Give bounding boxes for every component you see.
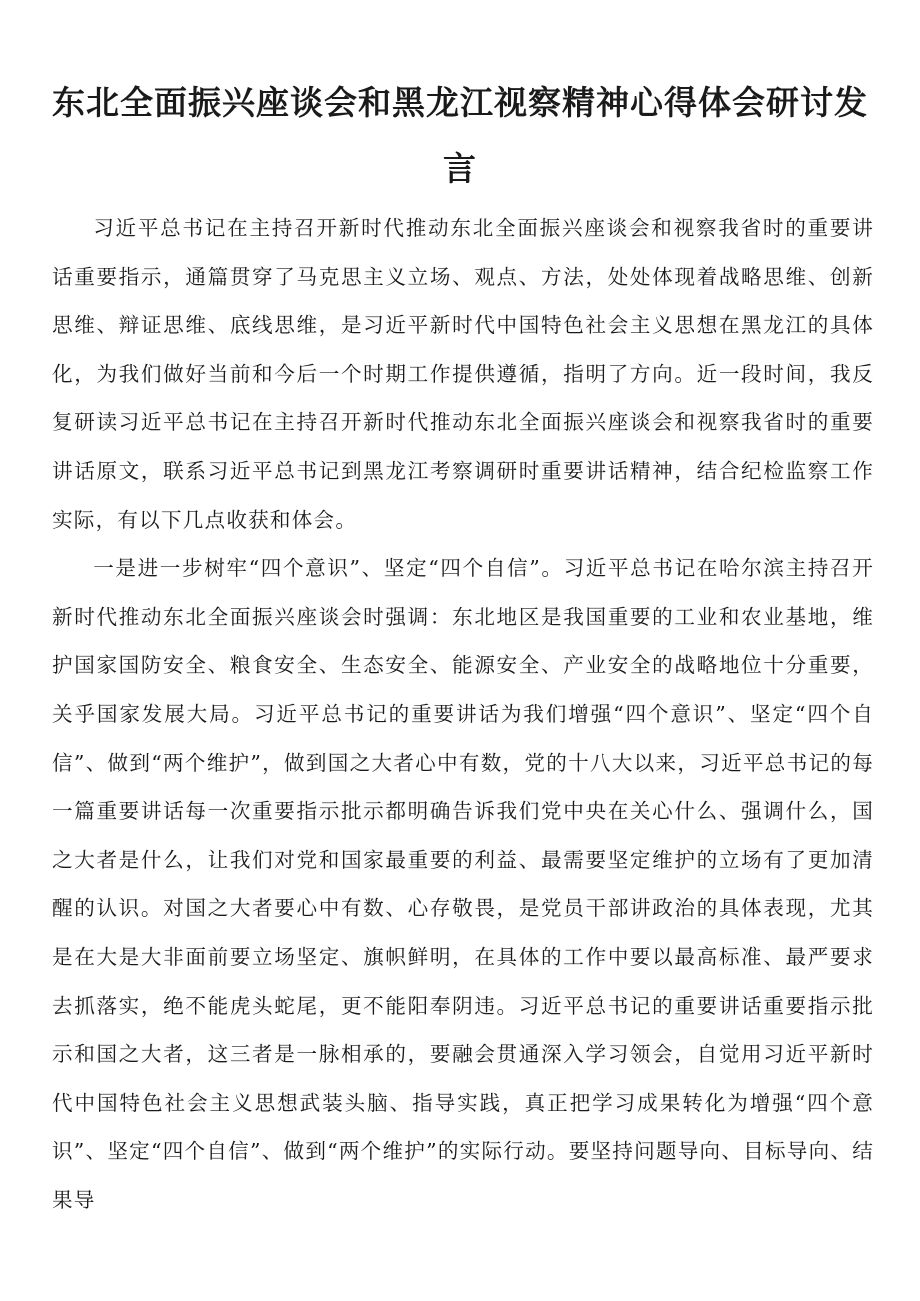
- document-title: 东北全面振兴座谈会和黑龙江视察精神心得体会研讨发言: [52, 83, 868, 188]
- document-body: [52, 204, 874, 1224]
- paragraph-intro: 习近平总书记在主持召开新时代推动东北全面振兴座谈会和视察我省时的重要讲话重要指示，通篇贯穿了马克思主义立场、观点、方法，处处体现着战略思维、创新思维、辩证思维、底线思维，是习近平新时代中国特色社会主义思想在黑龙江的具体化，为我们做好当前和今后一个时期工作提供遵循，指明了方向。近一段时间，我反复研读习近平总书记在主持召开新时代推动东北全面振兴座谈会和视察我省时的重要讲话原文，联系习近平总书记到黑龙江考察调研时重要讲话精神，结合纪检监察工作实际，有以下几点收获和体会。: [52, 216, 874, 532]
- paragraph-point-one: 一是进一步树牢“四个意识”、坚定“四个自信”。习近平总书记在哈尔滨主持召开新时代推动东北全面振兴座谈会时强调：东北地区是我国重要的工业和农业基地，维护国家国防安全、粮食安全、生态安全、能源安全、产业安全的战略地位十分重要，关乎国家发展大局。习近平总书记的重要讲话为我们增强“四个意识”、坚定“四个自信”、做到“两个维护”，做到国之大者心中有数，党的十八大以来，习近平总书记的每一篇重要讲话每一次重要指示批示都明确告诉我们党中央在关心什么、强调什么，国之大者是什么，让我们对党和国家最重要的利益、最需要坚定维护的立场有了更加清醒的认识。对国之大者要心中有数、心存敬畏，是党员干部讲政治的具体表现，尤其是在大是大非面前要立场坚定、旗帜鲜明，在具体的工作中要以最高标准、最严要求去抓落实，绝不能虎头蛇尾，更不能阳奉阴违。习近平总书记的重要讲话重要指示批示和国之大者，这三者是一脉相承的，要融会贯通深入学习领会，自觉用习近平新时代中国特色社会主义思想武装头脑、指导实践，真正把学习成果转化为增强“四个意识”、坚定“四个自信”、做到“两个维护”的实际行动。要坚持问题导向、目标导向、结果导: [52, 556, 874, 1212]
